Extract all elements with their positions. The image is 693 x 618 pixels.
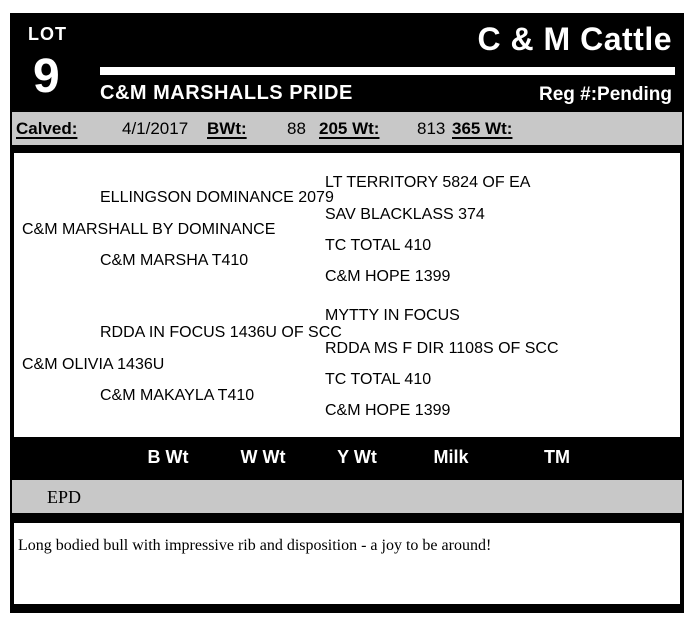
calved-label: Calved:	[16, 119, 78, 138]
pedigree-chart	[10, 153, 684, 437]
stats-bar	[10, 110, 684, 153]
dam-sire: RDDA IN FOCUS 1436U OF SCC	[100, 324, 342, 341]
birth-weight-value: 88	[287, 119, 306, 138]
dam-granddam-dam: C&M HOPE 1399	[325, 402, 451, 419]
animal-name: C&M MARSHALLS PRIDE	[100, 82, 353, 104]
sire-name: C&M MARSHALL BY DOMINANCE	[22, 221, 276, 238]
dam-grandsire-sire: MYTTY IN FOCUS	[325, 307, 460, 324]
205-weight-value: 813	[417, 119, 446, 138]
epd-column-headers	[10, 437, 684, 478]
column-header-ywt: Y Wt	[337, 447, 377, 467]
dam-grandsire-dam: RDDA MS F DIR 1108S OF SCC	[325, 340, 559, 357]
lot-label: LOT	[28, 24, 67, 44]
reg-number: Reg #:Pending	[538, 84, 672, 105]
comment-box	[10, 523, 684, 604]
column-header-bwt: B Wt	[147, 447, 189, 467]
column-header-milk: Milk	[433, 447, 469, 467]
column-header-wwt: W Wt	[240, 447, 286, 467]
comment-text: Long bodied bull with impressive rib and disposition - a joy to be around!	[18, 537, 492, 554]
sire-granddam-dam: C&M HOPE 1399	[325, 268, 451, 285]
lot-number: 9	[33, 50, 60, 103]
lot-card	[10, 13, 684, 613]
epd-row-label: EPD	[47, 487, 82, 507]
lot-header	[10, 13, 684, 110]
column-header-tm: TM	[544, 447, 570, 467]
dam-name: C&M OLIVIA 1436U	[22, 356, 165, 373]
dam-dam: C&M MAKAYLA T410	[100, 387, 255, 404]
birth-weight-label: BWt:	[207, 119, 247, 138]
205-weight-label: 205 Wt:	[319, 119, 380, 138]
sire-granddam-sire: TC TOTAL 410	[325, 237, 432, 254]
sire-grandsire-dam: SAV BLACKLASS 374	[325, 206, 485, 223]
bottom-bar	[10, 604, 684, 613]
sire-dam: C&M MARSHA T410	[100, 252, 249, 269]
calved-value: 4/1/2017	[122, 119, 189, 138]
dam-granddam-sire: TC TOTAL 410	[325, 371, 432, 388]
365-weight-label: 365 Wt:	[452, 119, 513, 138]
sire-sire: ELLINGSON DOMINANCE 2079	[100, 189, 334, 206]
sire-grandsire-sire: LT TERRITORY 5824 OF EA	[325, 174, 531, 191]
epd-row	[10, 478, 684, 523]
ranch-name: C & M Cattle	[477, 21, 672, 57]
header-divider	[100, 67, 675, 75]
